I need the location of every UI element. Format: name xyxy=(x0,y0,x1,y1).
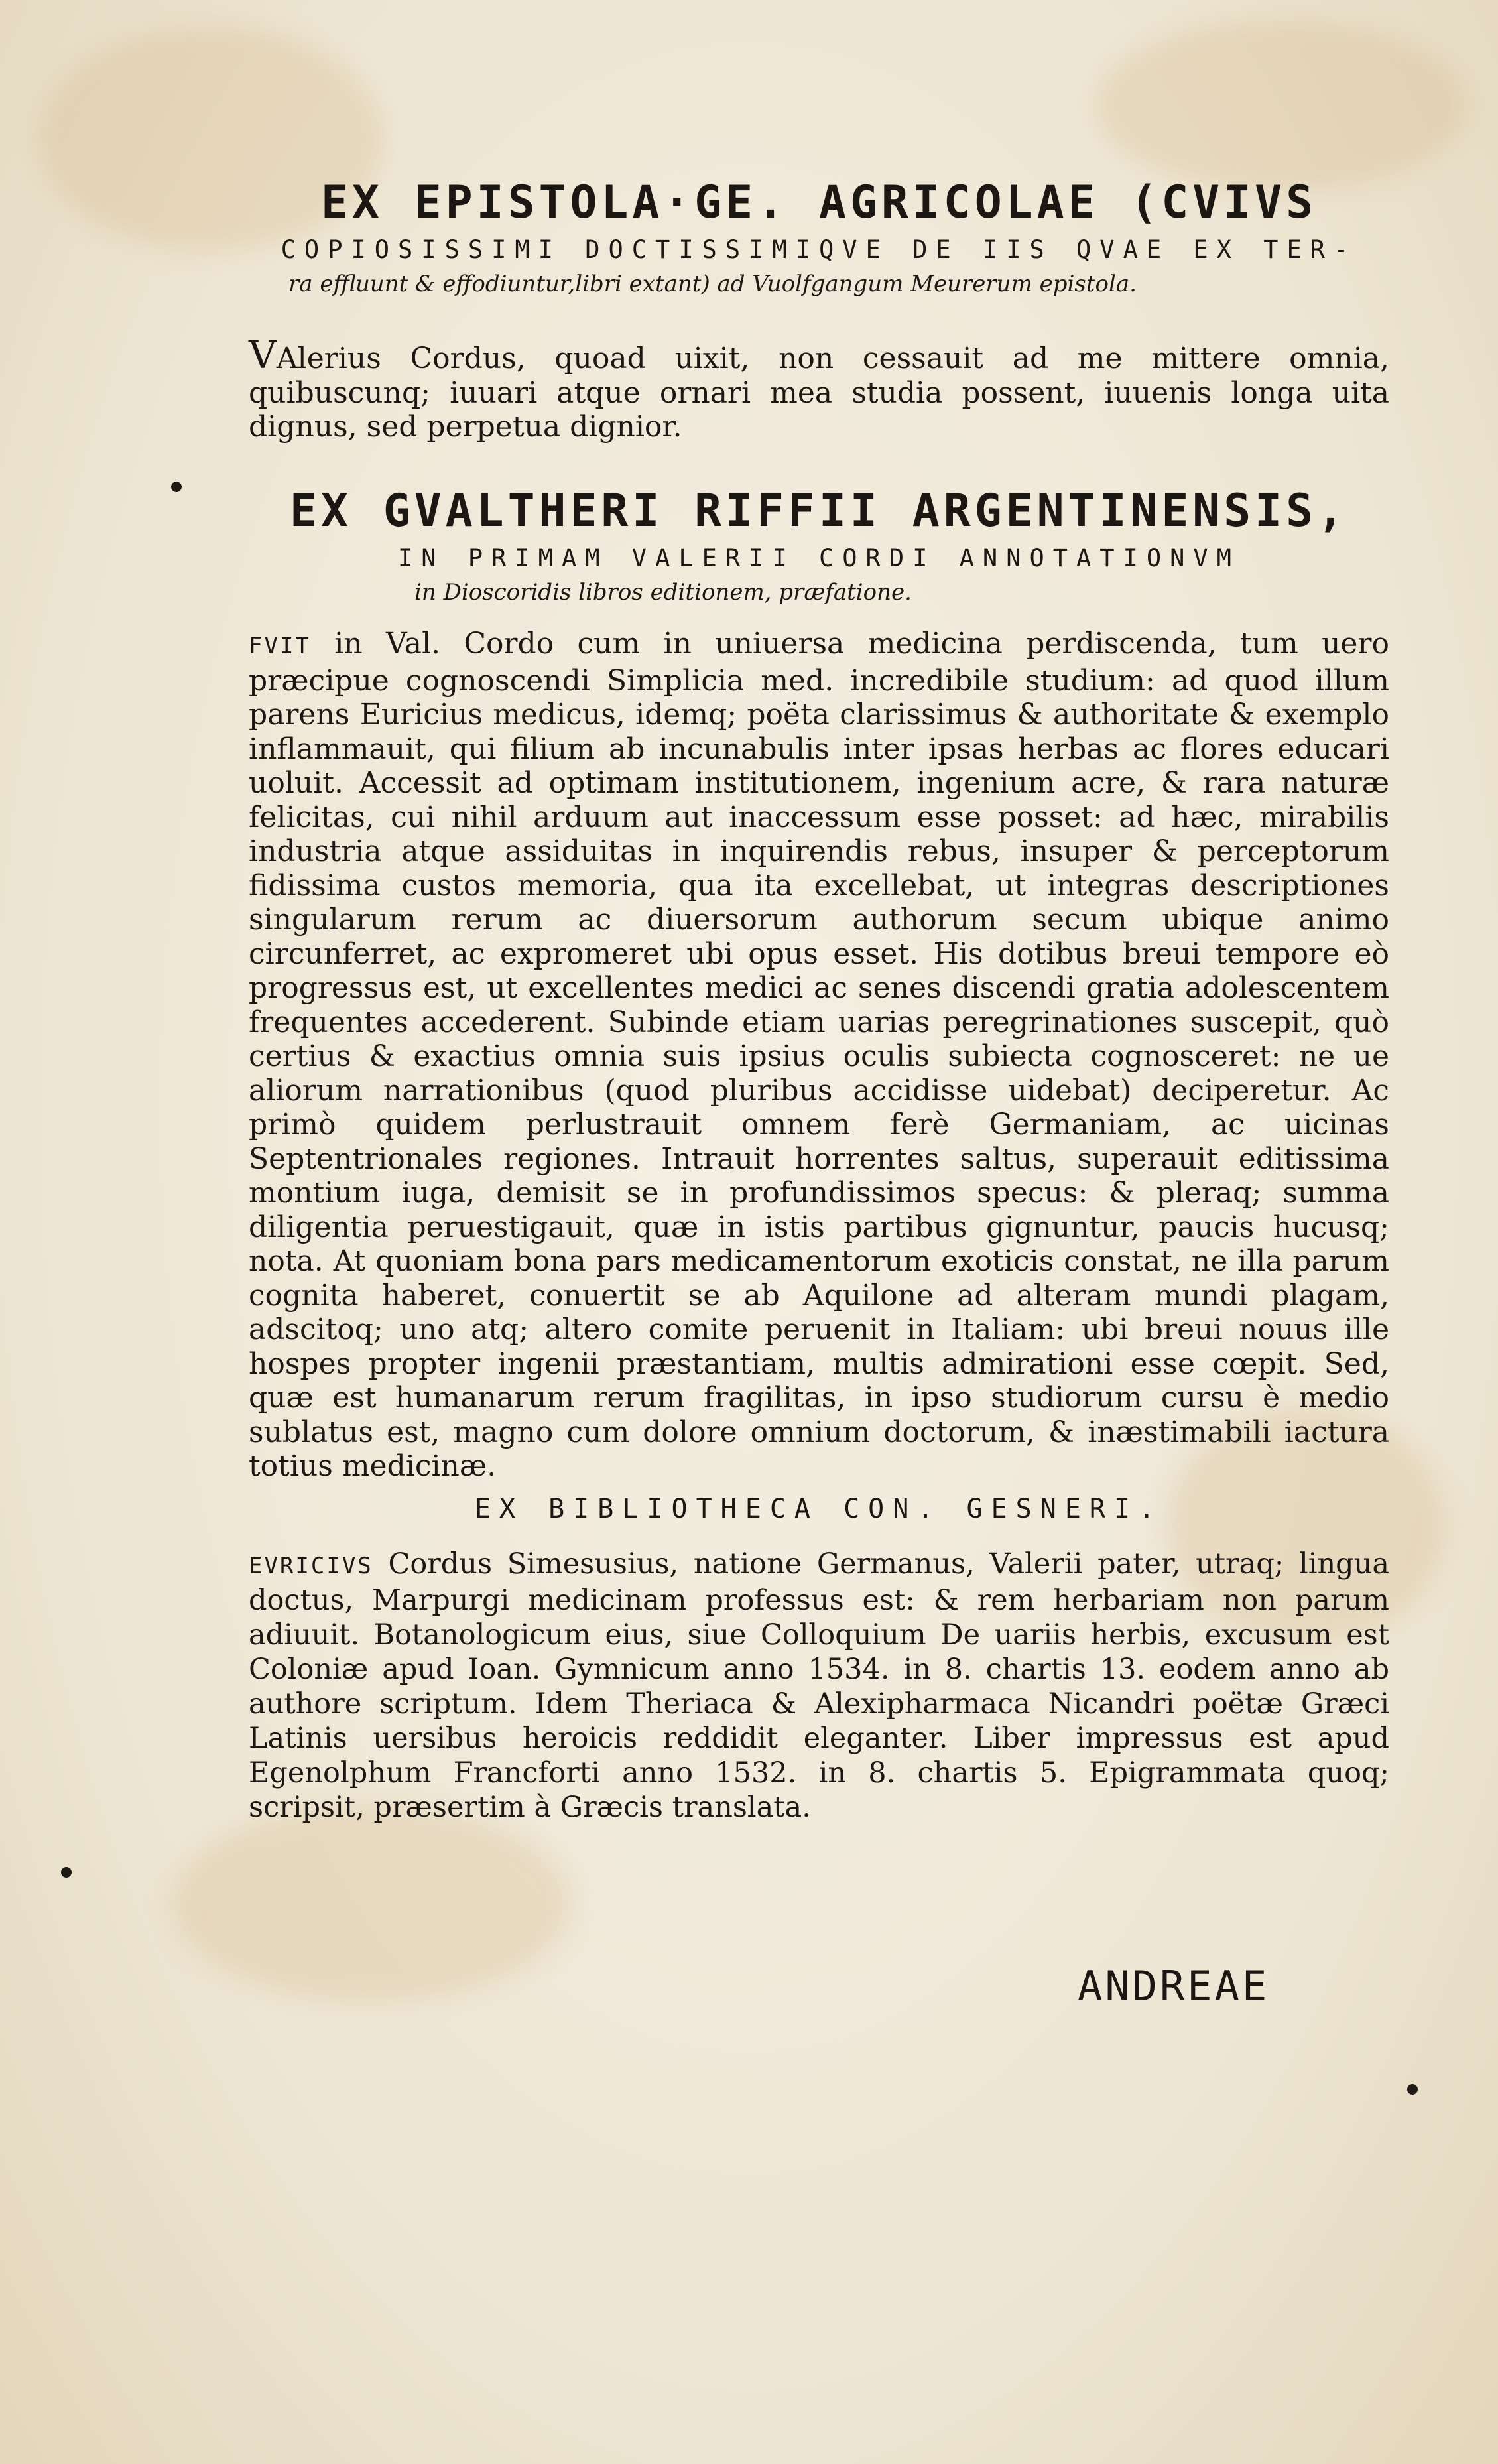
ink-speck xyxy=(61,1867,72,1878)
catchword: ANDREAE xyxy=(1078,1962,1270,2010)
heading-riffius xyxy=(249,487,1389,606)
heading-italic: in Dioscoridis libros editionem, præfatione. xyxy=(414,579,912,606)
paragraph-text xyxy=(249,1547,1389,1825)
heading-title: EX GVALTHERI RIFFII ARGENTINENSIS, xyxy=(290,485,1348,537)
heading-subtitle: COPIOSISSIMI DOCTISSIMIQVE DE IIS QVAE EX TER- xyxy=(281,235,1357,265)
paragraph-text xyxy=(249,627,1389,1484)
heading-italic: ra effluunt & effodiuntur,libri extant) ad Vuolfgangum Meurerum epistola. xyxy=(288,271,1137,298)
heading-subtitle: IN PRIMAM VALERII CORDI ANNOTATIONVM xyxy=(398,544,1240,573)
ink-speck xyxy=(171,482,182,492)
heading-title: EX EPISTOLA·GE. AGRICOLAE (CVIVS xyxy=(320,176,1318,229)
paragraph-text xyxy=(249,332,1389,444)
paragraph-body: Cordus Simesusius, natione Germanus, Valerii pater, utraq; lingua doctus, Marpurgi medicinam professus est: & rem herbariam non parum adiuuit. Botanologicum eius, siue Colloquium De uariis herbis, excusum est Coloniæ apud Ioan. Gymnicum anno 1534. in 8. chartis 13. eodem anno ab authore scriptum. Idem Theriaca & Alexipharmaca Nicandri poëtæ Græci Latinis uersibus heroicis reddidit eleganter. Liber impressus est apud Egenolphum Francforti anno 1532. in 8. chartis 5. Epigrammata quoq; scripsit, præsertim à Græcis translata. xyxy=(249,1547,1390,1824)
drop-capital: V xyxy=(249,332,277,377)
paragraph-riffius xyxy=(249,627,1389,1484)
ink-speck xyxy=(1407,2084,1418,2095)
age-stain xyxy=(1094,20,1466,192)
lead-word: EVRICIVS xyxy=(249,1553,373,1579)
heading-agricola xyxy=(249,176,1389,298)
heading-gesner xyxy=(249,1484,1389,1524)
lead-word: FVIT xyxy=(249,633,311,659)
paragraph-agricola xyxy=(249,332,1389,444)
paragraph-body: in Val. Cordo cum in uniuersa medicina perdiscenda, tum uero præcipue cognoscendi Simplicia med. incredibile studium: ad quod illum parens Euricius medicus, idemq; poëta clarissimus & authoritate & exemplo inflammauit, qui filium ab incunabulis inter ipsas herbas ac flores educari uoluit. Accessit ad optimam institutionem, ingenium acre, & rara naturæ felicitas, cui nihil arduum aut inaccessum esse posset: ad hæc, mirabilis industria atque assiduitas in inquirendis rebus, insuper & perceptorum fidissima custos memoria, qua ita excellebat, ut integras descriptiones singularum rerum ac diuersorum authorum secum ubique animo circunferret, ac expromeret ubi opus esset. His dotibus breui tempore eò progressus est, ut excellentes medici ac senes discendi gratia adolescentem frequentes accederent. Subinde etiam uarias peregrinationes suscepit, quò certius & exactius omnia suis ipsius oculis subiecta cognosceret: ne ue aliorum narrationibus (quod pluribus accidisse uidebat) deciperetur. Ac primò quidem perlustrauit omnem ferè Germaniam, ac uicinas Septentrionales regiones. Intrauit horrentes saltus, superauit editissima montium iuga, demisit se in profundissimos specus: & pleraq; summa diligentia peruestigauit, quæ in istis partibus gignuntur, paucis hucusq; nota. At quoniam bona pars medicamentorum exoticis constat, ne illa parum cognita haberet, conuertit se ab Aquilone ad alteram mundi plagam, adscitoq; uno atq; altero comite peruenit in Italiam: ubi breui nouus ille hospes propter ingenii præstantiam, multis admirationi esse cœpit. Sed, quæ est humanarum rerum fragilitas, in ipso studiorum cursu è medio sublatus est, magno cum dolore omnium doctorum, & inæstimabili iactura totius medicinæ. xyxy=(249,627,1389,1483)
paragraph-gesner xyxy=(249,1547,1389,1825)
heading-title: EX BIBLIOTHECA CON. GESNERI. xyxy=(474,1494,1164,1524)
paragraph-body: Alerius Cordus, quoad uixit, non cessauit ad me mittere omnia, quibuscunq; iuuari atque ornari mea studia possent, iuuenis longa uita dignus, sed perpetua dignior. xyxy=(249,342,1389,444)
age-stain xyxy=(172,1804,570,2003)
